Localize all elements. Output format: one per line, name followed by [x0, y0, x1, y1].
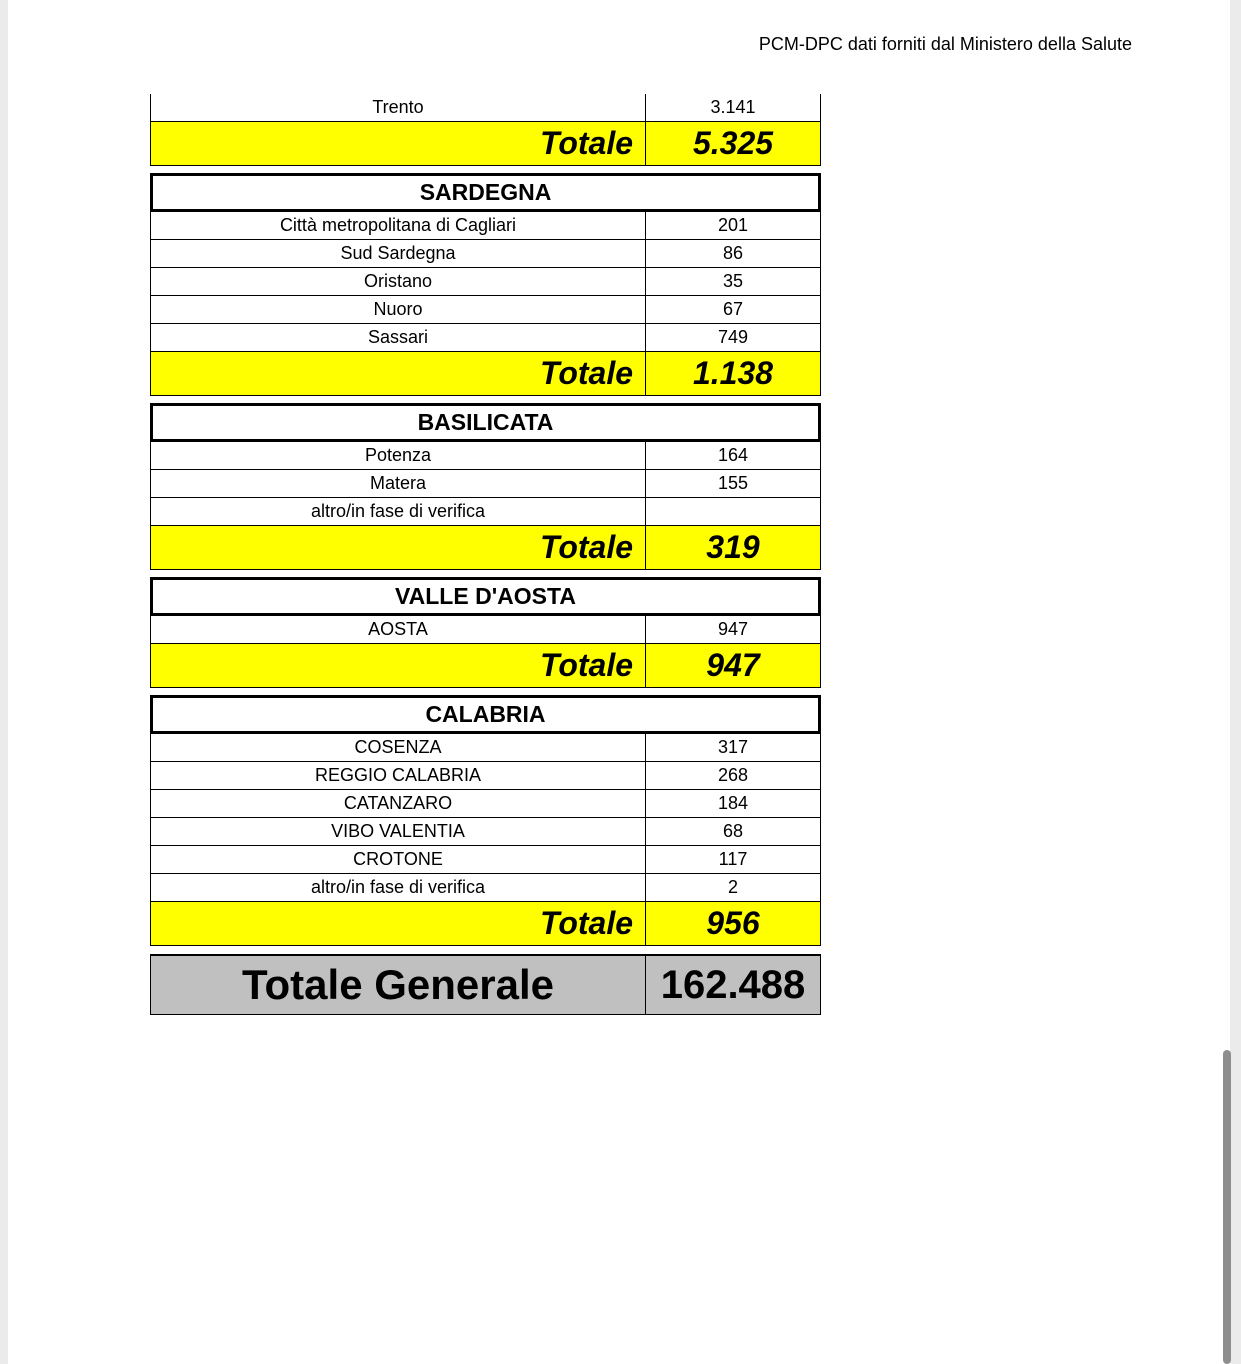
total-label: Totale: [151, 352, 646, 395]
region-title-valle-daosta: VALLE D'AOSTA: [150, 577, 821, 616]
total-label: Totale: [151, 644, 646, 687]
total-row: [150, 122, 821, 166]
total-row: [150, 526, 821, 570]
table-row: [150, 790, 821, 818]
table-row: [150, 616, 821, 644]
table-row: [150, 818, 821, 846]
table-row: [150, 498, 821, 526]
province-name: Sud Sardegna: [151, 240, 646, 267]
province-name: COSENZA: [151, 734, 646, 761]
grand-total-label: Totale Generale: [151, 956, 646, 1014]
total-value: 5.325: [692, 125, 774, 161]
total-label: Totale: [151, 526, 646, 569]
province-value: 317: [717, 737, 749, 757]
total-label: Totale: [151, 122, 646, 165]
table-row: [150, 846, 821, 874]
table-row: [150, 240, 821, 268]
total-row: [150, 644, 821, 688]
province-value: 68: [722, 821, 744, 841]
document-page: [8, 0, 1230, 1364]
region-title-basilicata: BASILICATA: [150, 403, 821, 442]
province-name: REGGIO CALABRIA: [151, 762, 646, 789]
province-value: 2: [727, 877, 738, 897]
province-name: CATANZARO: [151, 790, 646, 817]
total-row: [150, 352, 821, 396]
province-value: 749: [717, 327, 749, 347]
province-value: 3.141: [710, 97, 756, 117]
province-name: Nuoro: [151, 296, 646, 323]
table-row: [150, 442, 821, 470]
grand-total-row: [150, 954, 821, 1015]
table-row: [150, 268, 821, 296]
total-value: 956: [706, 905, 760, 941]
total-value: 319: [706, 529, 760, 565]
table-row: [150, 874, 821, 902]
province-name: Potenza: [151, 442, 646, 469]
total-label: Totale: [151, 902, 646, 945]
province-name: Trento: [151, 94, 646, 121]
scrollbar-thumb[interactable]: [1223, 1050, 1231, 1364]
region-title-calabria: CALABRIA: [150, 695, 821, 734]
table-row: [150, 470, 821, 498]
province-value: 164: [717, 445, 749, 465]
table-row: [150, 324, 821, 352]
region-title-sardegna: SARDEGNA: [150, 173, 821, 212]
total-row: [150, 902, 821, 946]
table-row: [150, 296, 821, 324]
table-row: [150, 212, 821, 240]
province-name: Matera: [151, 470, 646, 497]
table-row: [150, 762, 821, 790]
province-value: [646, 498, 820, 525]
total-value: 1.138: [692, 355, 774, 391]
province-value: 117: [718, 849, 748, 869]
grand-total-value: 162.488: [660, 963, 806, 1007]
table-row: [150, 94, 821, 122]
province-value: 184: [717, 793, 749, 813]
province-name: VIBO VALENTIA: [151, 818, 646, 845]
province-name: Sassari: [151, 324, 646, 351]
scrollbar-track[interactable]: [1230, 0, 1241, 1364]
total-value: 947: [706, 647, 760, 683]
province-name: altro/in fase di verifica: [151, 498, 646, 525]
province-name: AOSTA: [151, 616, 646, 643]
province-value: 86: [722, 243, 744, 263]
province-value: 268: [717, 765, 749, 785]
province-value: 201: [717, 215, 749, 235]
province-value: 947: [717, 619, 749, 639]
cases-table: [150, 94, 821, 1015]
province-name: CROTONE: [151, 846, 646, 873]
table-row: [150, 734, 821, 762]
province-value: 67: [722, 299, 744, 319]
province-name: Oristano: [151, 268, 646, 295]
province-name: Città metropolitana di Cagliari: [151, 212, 646, 239]
province-value: 35: [722, 271, 744, 291]
source-header: PCM-DPC dati forniti dal Ministero della Salute: [758, 34, 1132, 54]
province-name: altro/in fase di verifica: [151, 874, 646, 901]
province-value: 155: [717, 473, 749, 493]
